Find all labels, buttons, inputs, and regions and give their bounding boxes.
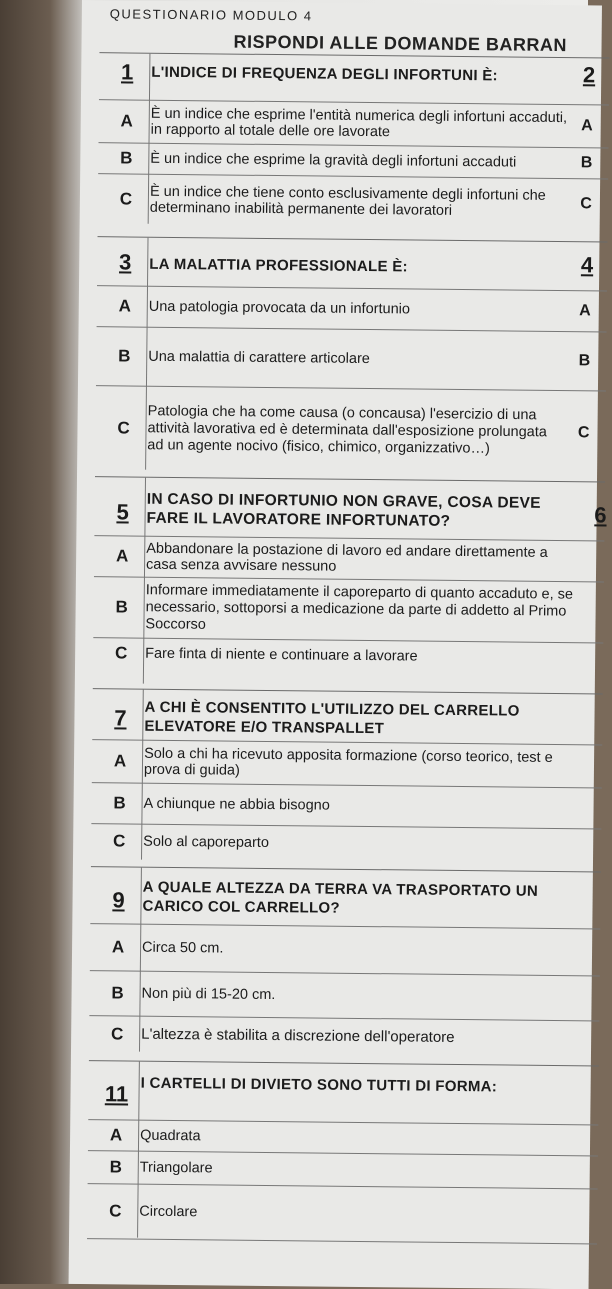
adjacent-option-letter: A [579, 302, 591, 320]
option-text: A chiunque ne abbia bisogno [143, 795, 330, 814]
question-number: 7 [114, 705, 127, 731]
option-text: È un indice che tiene conto esclusivamente degli infortuni che determinano inabilità permanente dei lavoratori [149, 183, 546, 219]
option-text: È un indice che esprime la gravità degli infortuni accaduti [150, 150, 517, 171]
question-block-11 [87, 1060, 599, 1242]
option-text: Quadrata [140, 1127, 201, 1145]
option-text: Triangolare [139, 1159, 213, 1177]
sheet-title: QUESTIONARIO MODULO 4 [109, 6, 313, 24]
question-text: L'INDICE DI FREQUENZA DEGLI INFORTUNI È: [151, 63, 499, 85]
answer-option-b[interactable] [89, 970, 599, 1020]
option-letter: C [109, 1201, 122, 1221]
option-letter: A [109, 1125, 123, 1145]
answer-option-a[interactable] [90, 923, 600, 975]
answer-option-b[interactable] [88, 1150, 598, 1188]
option-letter: C [119, 189, 133, 209]
answer-option-b[interactable] [93, 576, 604, 642]
answer-option-a[interactable] [94, 535, 604, 581]
option-letter: C [117, 418, 130, 438]
option-text: L'altezza è stabilita a discrezione dell'operatore [141, 1025, 455, 1046]
question-text: LA MALATTIA PROFESSIONALE È: [149, 255, 408, 276]
answer-option-b[interactable] [96, 326, 607, 390]
adjacent-option-letter: B [580, 154, 593, 172]
option-text: Fare finta di niente e continuare a lavorare [145, 645, 418, 665]
option-letter: C [114, 643, 128, 663]
question-number: 9 [112, 887, 125, 913]
answer-option-a[interactable] [99, 99, 609, 147]
option-letter: B [120, 148, 133, 168]
option-letter: A [115, 546, 129, 566]
option-letter: B [111, 983, 124, 1003]
option-text: Circa 50 cm. [141, 939, 224, 957]
adjacent-question-number: 6 [594, 502, 607, 528]
adjacent-question-number: 4 [580, 252, 594, 278]
answer-option-a[interactable] [97, 285, 607, 331]
answer-option-a[interactable] [92, 739, 602, 787]
question-text: IN CASO DI INFORTUNIO NON GRAVE, COSA DEVE FARE IL LAVORATORE INFORTUNATO? [146, 490, 541, 530]
option-letter: B [113, 793, 126, 813]
questionnaire-sheet [69, 0, 607, 1289]
option-text: Patologia che ha come causa (o concausa) l'esercizio di una attività lavorativa ed è determinata dall'esposizione prolungata ad un agente nocivo (fisico, chimico, organizzativo…) [147, 403, 547, 457]
answer-option-c[interactable] [93, 637, 603, 673]
question-block-9 [89, 866, 601, 1056]
option-text: Abbandonare la postazione di lavoro ed andare direttamente a casa senza avvisare nessuno [146, 540, 548, 575]
question-block-3 [95, 236, 607, 474]
answer-option-c[interactable] [89, 1015, 599, 1057]
option-text: Una patologia provocata da un infortunio [148, 298, 411, 318]
option-letter: A [113, 751, 127, 771]
option-letter: A [111, 937, 125, 957]
option-text: È un indice che esprime l'entità numerica degli infortuni accaduti, in rapporto al totale delle ore lavorate [150, 105, 568, 141]
adjacent-option-letter: A [581, 117, 593, 135]
question-block-1 [98, 52, 610, 228]
option-text: Informare immediatamente il caporeparto di quanto accaduto e, se necessario, sottoporsi a medicazione da parte di addetto al Primo Soccorso [145, 582, 574, 633]
question-text: A CHI È CONSENTITO L'UTILIZZO DEL CARRELLO ELEVATORE E/O TRANSPALLET [144, 698, 520, 738]
answer-option-b[interactable] [91, 782, 601, 828]
option-letter: A [120, 111, 133, 131]
option-letter: C [112, 831, 126, 851]
adjacent-option-letter: C [580, 195, 592, 213]
answer-option-c[interactable] [98, 173, 609, 229]
question-block-5 [93, 476, 605, 688]
answer-option-c[interactable] [91, 823, 601, 863]
question-number: 1 [120, 59, 134, 85]
adjacent-option-letter: B [578, 352, 591, 370]
question-text: A QUALE ALTEZZA DA TERRA VA TRASPORTATO UN CARICO COL CARRELLO? [142, 878, 539, 917]
option-letter: C [110, 1024, 124, 1044]
option-text: Solo al caporeparto [143, 833, 270, 852]
question-number: 3 [119, 249, 132, 275]
question-text: I CARTELLI DI DIVIETO SONO TUTTI DI FORMA: [140, 1074, 498, 1096]
sheet-subtitle: RISPONDI ALLE DOMANDE BARRAN [233, 31, 568, 56]
question-number: 5 [116, 499, 129, 525]
answer-option-c[interactable] [87, 1183, 598, 1244]
option-text: Solo a chi ha ricevuto apposita formazione (corso teorico, test e prova di guida) [143, 745, 553, 779]
option-letter: B [115, 597, 128, 617]
option-text: Una malattia di carattere articolare [148, 348, 370, 368]
option-letter: B [118, 346, 131, 366]
option-text: Circolare [139, 1203, 198, 1221]
option-letter: B [109, 1157, 123, 1177]
question-block-7 [91, 688, 603, 864]
question-number: 11 [104, 1081, 129, 1107]
option-text: Non più di 15-20 cm. [141, 985, 276, 1004]
adjacent-option-letter: C [577, 424, 590, 442]
option-letter: A [118, 296, 132, 316]
answer-option-c[interactable] [95, 385, 606, 475]
adjacent-question-number: 2 [582, 62, 596, 88]
